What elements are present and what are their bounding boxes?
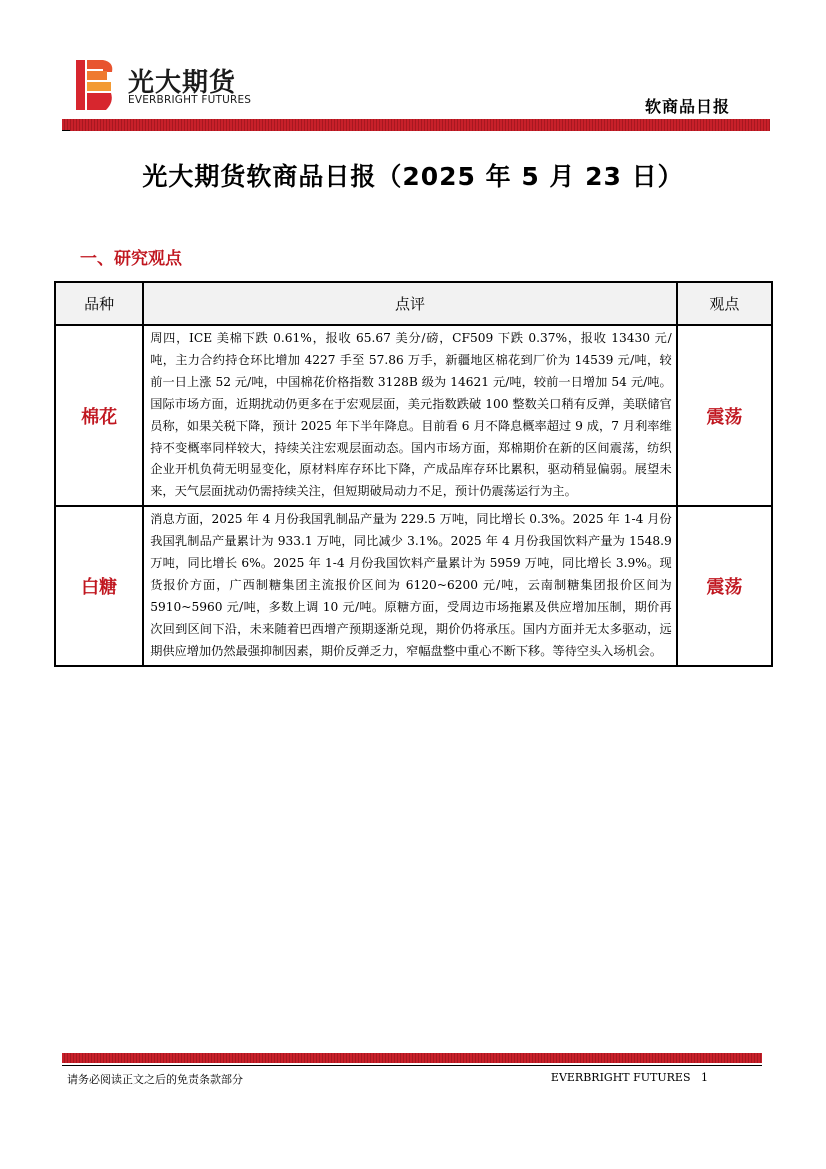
everbright-logo-icon xyxy=(76,60,114,110)
footer-divider xyxy=(62,1053,762,1063)
page-title: 光大期货软商品日报（2025 年 5 月 23 日） xyxy=(142,162,684,191)
header-divider xyxy=(62,119,770,131)
logo-chinese-name: 光大期货 xyxy=(128,68,237,98)
header-category: 品种 xyxy=(55,282,143,325)
header-tick-mark xyxy=(62,130,70,131)
comment-cell: 周四，ICE 美棉下跌 0.61%，报收 65.67 美分/磅，CF509 下跌 0.37%，报收 13430 元/吨，主力合约持仓环比增加 4227 手至 57.86 万手，新疆地区棉花到厂价为 14539 元/吨，较前一日上涨 52 元/吨，中国棉花价格指数 3128B 级为 14621 元/吨，较前一日增加 54 元/吨。国际市场方面，近期扰动仍更多在于宏观层面，美元指数跌破 100 整数关口稍有反弹，美联储官员称，如果关税下降，预计 2025 年下半年降息。目前看 6 月不降息概率超过 9 成，7 月利率维持不变概率同样较大，持续关注宏观层面动态。国内市场方面，郑棉期价在新的区间震荡，纺织企业开机负荷无明显变化，原材料库存环比下降，产成品库存环比累积，驱动稍显偏弱。展望未来，天气层面扰动仍需持续关注，但短期破局动力不足，预计仍震荡运行为主。 xyxy=(143,325,676,506)
footer-disclaimer: 请务必阅读正文之后的免责条款部分 xyxy=(67,1073,243,1086)
research-views-table xyxy=(54,281,773,667)
table-row-cotton xyxy=(55,325,772,506)
logo-english-name: EVERBRIGHT FUTURES xyxy=(128,94,252,106)
header-comment: 点评 xyxy=(143,282,676,325)
comment-cell: 消息方面，2025 年 4 月份我国乳制品产量为 229.5 万吨，同比增长 0.3%。2025 年 1-4 月份我国乳制品产量累计为 933.1 万吨，同比减少 3.1%。2025 年 4 月份我国饮料产量为 1548.9 万吨，同比增长 6%。2025 年 1-4 月份我国饮料产量累计为 5959 万吨，同比增长 3.9%。现货报价方面，广西制糖集团主流报价区间为 6120~6200 元/吨，云南制糖集团报价区间为 5910~5960 元/吨，多数上调 10 元/吨。原糖方面，受周边市场拖累及供应增加压制，期价再次回到区间下沿，未来随着巴西增产预期逐渐兑现，期价仍将承压。国内方面并无太多驱动，远期供应增加仍然最强抑制因素，期价反弹乏力，窄幅盘整中重心不断下移。等待空头入场机会。 xyxy=(143,506,676,665)
header-view: 观点 xyxy=(677,282,772,325)
page-number: 1 xyxy=(701,1071,708,1084)
table-header-row xyxy=(55,282,772,325)
footer-thin-line xyxy=(62,1065,762,1066)
category-cell: 白糖 xyxy=(55,506,143,665)
table-row-sugar xyxy=(55,506,772,665)
report-type-label: 软商品日报 xyxy=(644,97,730,116)
view-cell: 震荡 xyxy=(677,506,772,665)
footer-company-name: EVERBRIGHT FUTURES xyxy=(550,1071,691,1084)
category-cell: 棉花 xyxy=(55,325,143,506)
view-cell: 震荡 xyxy=(677,325,772,506)
company-logo xyxy=(76,60,256,112)
footer-company xyxy=(551,1071,708,1084)
section-title: 一、研究观点 xyxy=(80,249,182,269)
